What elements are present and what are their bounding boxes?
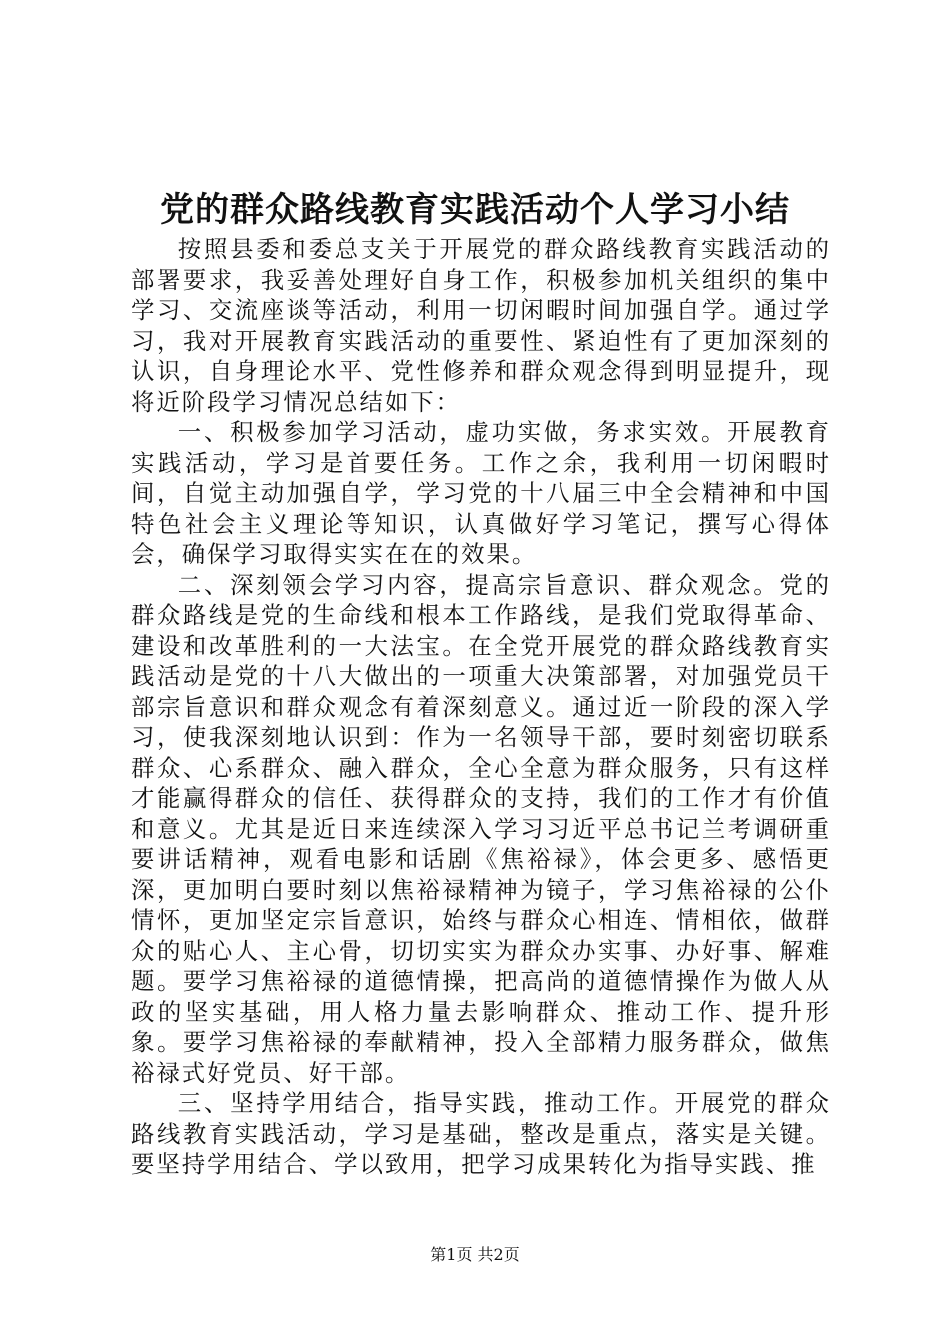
paragraph-section-1: 一、积极参加学习活动，虚功实做，务求实效。开展教育实践活动，学习是首要任务。工作之余，我利用一切闲暇时间，自觉主动加强自学，学习党的十八届三中全会精神和中国特色社会主义理论等知识，认真做好学习笔记，撰写心得体会，确保学习取得实实在在的效果。 <box>131 418 831 568</box>
document-body <box>131 234 831 1180</box>
paragraph-section-2: 二、深刻领会学习内容，提高宗旨意识、群众观念。党的群众路线是党的生命线和根本工作路线，是我们党取得革命、建设和改革胜利的一大法宝。在全党开展党的群众路线教育实践活动是党的十八大做出的一项重大决策部署，对加强党员干部宗旨意识和群众观念有着深刻意义。通过近一阶段的深入学习，使我深刻地认识到：作为一名领导干部，要时刻密切联系群众、心系群众、融入群众，全心全意为群众服务，只有这样才能赢得群众的信任、获得群众的支持，我们的工作才有价值和意义。尤其是近日来连续深入学习习近平总书记兰考调研重要讲话精神，观看电影和话剧《焦裕禄》，体会更多、感悟更深，更加明白要时刻以焦裕禄精神为镜子，学习焦裕禄的公仆情怀，更加坚定宗旨意识，始终与群众心相连、情相依，做群众的贴心人、主心骨，切切实实为群众办实事、办好事、解难题。要学习焦裕禄的道德情操，把高尚的道德情操作为做人从政的坚实基础，用人格力量去影响群众、推动工作、提升形象。要学习焦裕禄的奉献精神，投入全部精力服务群众，做焦裕禄式好党员、好干部。 <box>131 570 831 1087</box>
paragraph-section-3: 三、坚持学用结合，指导实践，推动工作。开展党的群众路线教育实践活动，学习是基础，整改是重点，落实是关键。要坚持学用结合、学以致用，把学习成果转化为指导实践、推 <box>131 1089 831 1178</box>
paragraph-intro: 按照县委和委总支关于开展党的群众路线教育实践活动的部署要求，我妥善处理好自身工作，积极参加机关组织的集中学习、交流座谈等活动，利用一切闲暇时间加强自学。通过学习，我对开展教育实践活动的重要性、紧迫性有了更加深刻的认识，自身理论水平、党性修养和群众观念得到明显提升，现将近阶段学习情况总结如下： <box>131 235 831 416</box>
page-number-footer: 第1页 共2页 <box>430 1245 520 1264</box>
document-title: 党的群众路线教育实践活动个人学习小结 <box>160 190 790 230</box>
